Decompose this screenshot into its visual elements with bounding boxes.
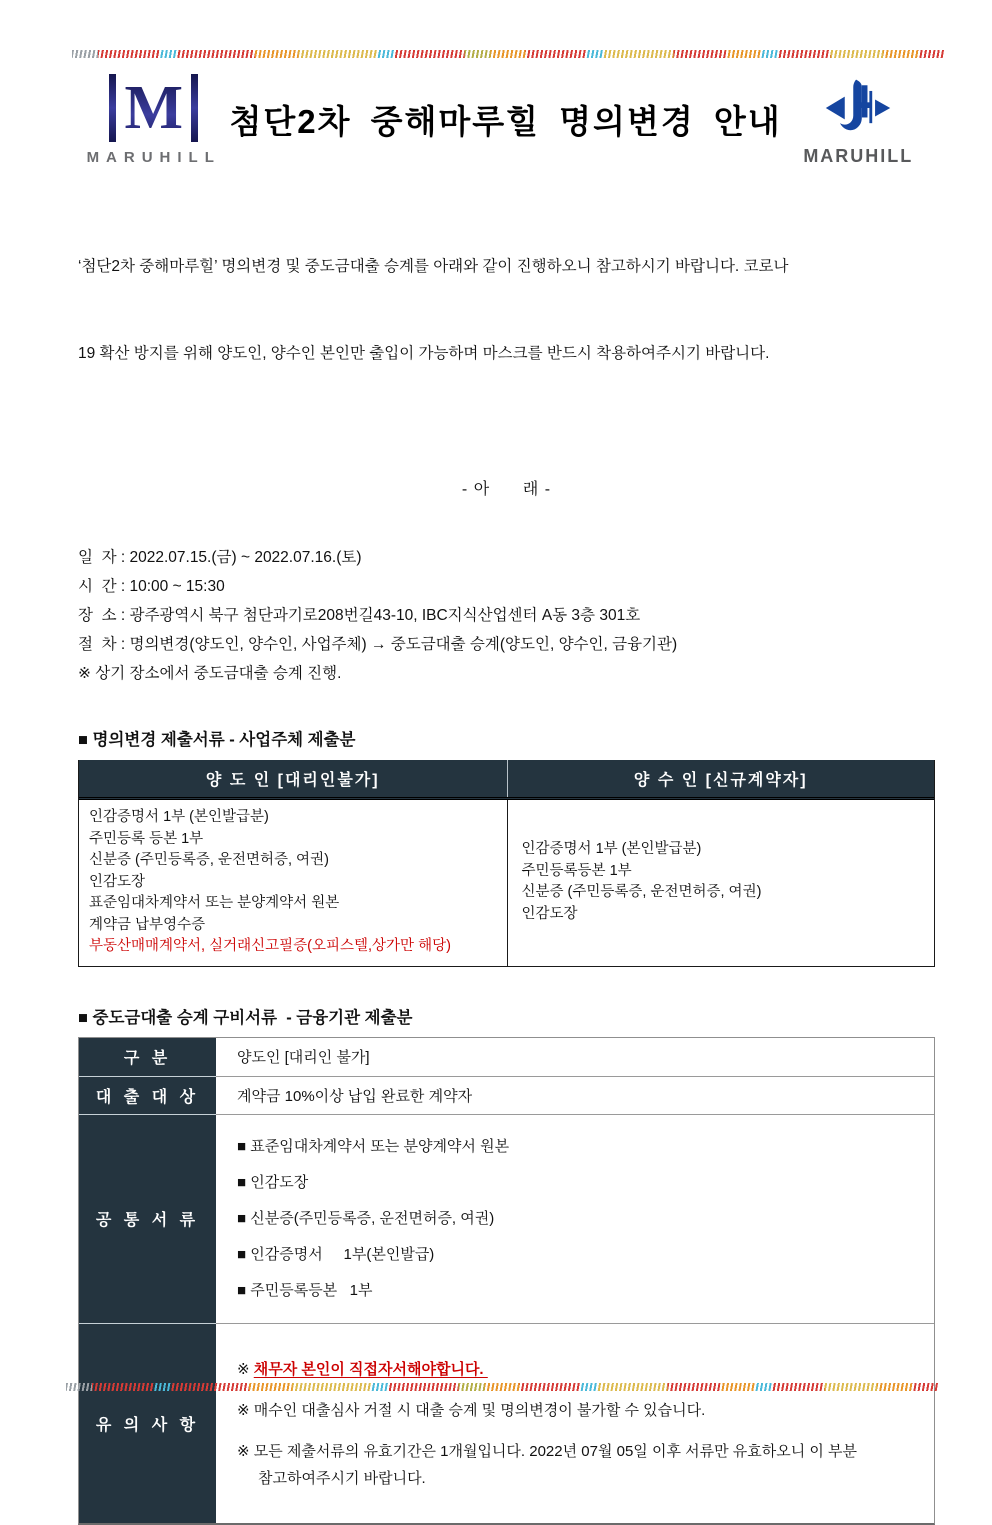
transferor-documents-cell: 인감증명서 1부 (본인발급분) 주민등록 등본 1부 신분증 (주민등록증, 운전면허증, 여권) 인감도장 표준임대차계약서 또는 분양계약서 원본 계약금 납부영수증 부동산매매계약서, 실거래신고필증(오피스텔,상가만 해당) <box>79 800 507 966</box>
detail-note: ※ 상기 장소에서 중도금대출 승계 진행. <box>78 665 342 682</box>
loan-target-value: 계약금 10%이상 납입 완료한 계약자 <box>237 1087 473 1105</box>
loan-succession-table <box>78 1037 935 1525</box>
maruhill-logo-right <box>782 72 935 167</box>
detail-place: 장 소 : 광주광역시 북구 첨단과기로208번길43-10, IBC지식산업센터 A동 3층 301호 <box>78 607 641 624</box>
document-header <box>78 68 935 170</box>
caution-note-3: ※ 모든 제출서류의 유효기간은 1개월입니다. 2022년 07월 05일 이후 서류만 유효하오니 이 부분 참고하여주시기 바랍니다. <box>237 1443 857 1487</box>
table2-row-cautions <box>79 1323 934 1523</box>
document-page <box>0 50 992 1487</box>
table1-header-transferor: 양 도 인 [대리인불가] <box>205 772 380 789</box>
detail-procedure: 절 차 : 명의변경(양도인, 양수인, 사업주체) → 중도금대출 승계(양도인, 양수인, 금융기관) <box>78 636 678 653</box>
label-category: 구 분 <box>79 1038 216 1076</box>
decorative-top-band <box>72 50 944 58</box>
maruhill-wordmark-right: MARUHILL <box>803 145 914 166</box>
table1-header-transferee: 양 수 인 [신규계약자] <box>507 760 935 797</box>
maruhill-diamond-icon <box>820 72 896 144</box>
label-cautions: 유 의 사 항 <box>79 1323 216 1523</box>
decorative-bottom-band <box>66 1383 938 1391</box>
intro-line-1: ‘첨단2차 중해마루힐’ 명의변경 및 중도금대출 승계를 아래와 같이 진행하오니 참고하시기 바랍니다. 코로나 <box>78 258 789 275</box>
maruhill-logo-left <box>78 73 229 166</box>
caution-note-1: ※ 채무자 본인이 직접자서해야합니다. <box>237 1361 488 1378</box>
intro-paragraph <box>78 194 935 426</box>
table2-row-common-documents: 공 통 서 류 ■ 표준임대차계약서 또는 분양계약서 원본 ■ 인감도장 ■ 신분증(주민등록증, 운전면허증, 여권) ■ 인감증명서 1부(본인발급) ■ 주민등록등본 1부 <box>79 1114 934 1323</box>
table1-body-row <box>79 800 934 966</box>
caution-note-2: ※ 매수인 대출심사 거절 시 대출 승계 및 명의변경이 불가할 수 있습니다. <box>237 1402 706 1419</box>
event-details-list <box>78 543 935 688</box>
table2-row-category <box>79 1038 934 1076</box>
name-change-documents-table <box>78 760 935 967</box>
table2-row-loan-target <box>79 1076 934 1114</box>
page-title: 첨단2차 중해마루힐 명의변경 안내 <box>229 102 782 140</box>
detail-date: 일 자 : 2022.07.15.(금) ~ 2022.07.16.(토) <box>78 549 362 566</box>
transferor-red-item: 부동산매매계약서, 실거래신고필증(오피스텔,상가만 해당) <box>89 938 451 954</box>
maruhill-wordmark-left: MARUHILL <box>86 148 221 166</box>
m-letter: M <box>116 74 191 142</box>
a-rae-divider: - 아 래 - <box>461 481 552 498</box>
caution-red-underlined: 채무자 본인이 직접자서해야합니다. <box>253 1361 488 1378</box>
detail-time: 시 간 : 10:00 ~ 15:30 <box>78 578 225 595</box>
label-loan-target: 대 출 대 상 <box>79 1076 216 1114</box>
label-common-documents: 공 통 서 류 <box>79 1114 216 1323</box>
intro-line-2: 19 확산 방지를 위해 양도인, 양수인 본인만 출입이 가능하며 마스크를 반드시 착용하여주시기 바랍니다. <box>78 345 770 362</box>
maruhill-m-icon <box>109 73 198 143</box>
table1-header-row <box>79 760 934 800</box>
transferee-documents-cell: 인감증명서 1부 (본인발급분) 주민등록등본 1부 신분증 (주민등록증, 운전면허증, 여권) 인감도장 <box>507 800 935 966</box>
section1-heading: ■ 명의변경 제출서류 - 사업주체 제출분 <box>78 731 356 749</box>
category-value: 양도인 [대리인 불가] <box>237 1049 370 1066</box>
section2-heading: ■ 중도금대출 승계 구비서류 - 금융기관 제출분 <box>78 1008 413 1027</box>
